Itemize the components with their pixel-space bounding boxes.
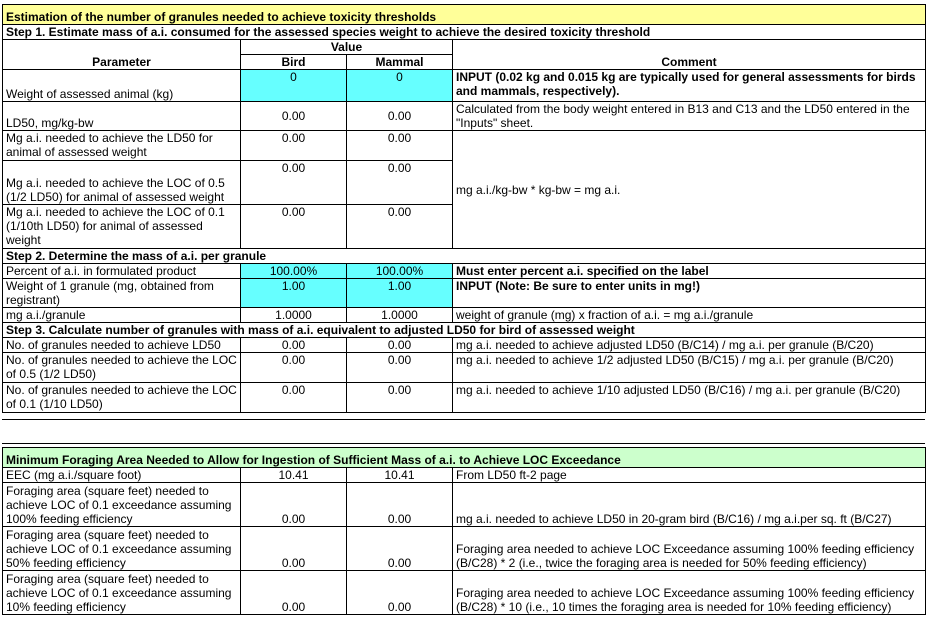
mammal-input-cell[interactable]: 0 bbox=[347, 70, 453, 102]
merged-comment-cell[interactable]: mg a.i./kg-bw * kg-bw = mg a.i. bbox=[453, 131, 926, 249]
step2-heading[interactable]: Step 2. Determine the mass of a.i. per granule bbox=[3, 249, 926, 264]
table-row bbox=[3, 308, 926, 323]
mammal-cell[interactable]: 0.00 bbox=[347, 161, 453, 205]
section-title-granules[interactable]: Estimation of the number of granules needed to achieve toxicity thresholds bbox=[3, 5, 926, 25]
bird-cell[interactable]: 0.00 bbox=[241, 161, 347, 205]
param-cell[interactable]: Mg a.i. needed to achieve the LOC of 0.1 (1/10th LD50) for animal of assessed weight bbox=[3, 205, 241, 249]
mammal-cell[interactable]: 0.00 bbox=[347, 338, 453, 353]
table-row bbox=[3, 483, 926, 527]
param-cell[interactable]: No. of granules needed to achieve the LOC of 0.1 (1/10 LD50) bbox=[3, 383, 241, 413]
bird-cell[interactable]: 1.0000 bbox=[241, 308, 347, 323]
table-row bbox=[3, 264, 926, 279]
mammal-cell[interactable]: 0.00 bbox=[347, 483, 453, 527]
comment-cell[interactable]: From LD50 ft-2 page bbox=[453, 468, 926, 483]
comment-cell[interactable]: INPUT (0.02 kg and 0.015 kg are typically used for general assessments for birds and mammals, respectively). bbox=[453, 70, 926, 102]
mammal-cell[interactable]: 0.00 bbox=[347, 102, 453, 131]
comment-cell[interactable]: INPUT (Note: Be sure to enter units in mg!) bbox=[453, 279, 926, 308]
bird-cell[interactable]: 0.00 bbox=[241, 131, 347, 161]
comment-cell[interactable]: weight of granule (mg) x fraction of a.i. = mg a.i./granule bbox=[453, 308, 926, 323]
comment-cell[interactable]: mg a.i. needed to achieve 1/2 adjusted LD50 (B/C15) / mg a.i. per granule (B/C20) bbox=[453, 353, 926, 383]
table-row bbox=[3, 70, 926, 102]
param-cell[interactable]: Foraging area (square feet) needed to achieve LOC of 0.1 exceedance assuming 100% feeding efficiency bbox=[3, 483, 241, 527]
param-cell[interactable]: Weight of assessed animal (kg) bbox=[3, 70, 241, 102]
bird-cell[interactable]: 10.41 bbox=[241, 468, 347, 483]
table-row bbox=[3, 383, 926, 413]
param-cell[interactable]: Mg a.i. needed to achieve the LOC of 0.5 (1/2 LD50) for animal of assessed weight bbox=[3, 161, 241, 205]
section-title-foraging[interactable]: Minimum Foraging Area Needed to Allow for Ingestion of Sufficient Mass of a.i. to Achieve LOC Exceedance bbox=[3, 448, 926, 468]
comment-cell[interactable]: Foraging area needed to achieve LOC Exceedance assuming 100% feeding efficiency (B/C28) * 2 (i.e., twice the foraging area is needed for 50% feeding efficiency) bbox=[453, 527, 926, 571]
param-cell[interactable]: Mg a.i. needed to achieve the LD50 for animal of assessed weight bbox=[3, 131, 241, 161]
header-comment[interactable]: Comment bbox=[453, 40, 926, 70]
bird-cell[interactable]: 0.00 bbox=[241, 338, 347, 353]
comment-cell[interactable]: Calculated from the body weight entered in B13 and C13 and the LD50 entered in the "Inputs" sheet. bbox=[453, 102, 926, 131]
param-cell[interactable]: mg a.i./granule bbox=[3, 308, 241, 323]
table-row bbox=[3, 527, 926, 571]
bird-cell[interactable]: 0.00 bbox=[241, 527, 347, 571]
param-cell[interactable]: EEC (mg a.i./square foot) bbox=[3, 468, 241, 483]
param-cell[interactable]: Foraging area (square feet) needed to achieve LOC of 0.1 exceedance assuming 10% feeding efficiency bbox=[3, 571, 241, 615]
comment-cell[interactable]: Must enter percent a.i. specified on the label bbox=[453, 264, 926, 279]
header-parameter[interactable]: Parameter bbox=[3, 40, 241, 70]
header-mammal[interactable]: Mammal bbox=[347, 55, 453, 70]
param-cell[interactable]: No. of granules needed to achieve the LOC of 0.5 (1/2 LD50) bbox=[3, 353, 241, 383]
comment-cell[interactable]: mg a.i. needed to achieve 1/10 adjusted LD50 (B/C16) / mg a.i. per granule (B/C20) bbox=[453, 383, 926, 413]
table-row bbox=[3, 279, 926, 308]
mammal-input-cell[interactable]: 1.00 bbox=[347, 279, 453, 308]
mammal-cell[interactable]: 0.00 bbox=[347, 131, 453, 161]
bird-cell[interactable]: 0.00 bbox=[241, 483, 347, 527]
bird-cell[interactable]: 0.00 bbox=[241, 571, 347, 615]
bird-input-cell[interactable]: 0 bbox=[241, 70, 347, 102]
mammal-cell[interactable]: 0.00 bbox=[347, 353, 453, 383]
step1-heading[interactable]: Step 1. Estimate mass of a.i. consumed for the assessed species weight to achieve the desired toxicity threshold bbox=[3, 25, 926, 40]
param-cell[interactable]: No. of granules needed to achieve LD50 bbox=[3, 338, 241, 353]
spreadsheet bbox=[2, 4, 925, 615]
bird-cell[interactable]: 0.00 bbox=[241, 383, 347, 413]
table-row bbox=[3, 571, 926, 615]
param-cell[interactable]: LD50, mg/kg-bw bbox=[3, 102, 241, 131]
comment-cell[interactable]: mg a.i. needed to achieve LD50 in 20-gram bird (B/C16) / mg a.i.per sq. ft (B/C27) bbox=[453, 483, 926, 527]
foraging-area-table bbox=[2, 447, 926, 615]
divider bbox=[2, 419, 925, 420]
mammal-cell[interactable]: 0.00 bbox=[347, 571, 453, 615]
header-bird[interactable]: Bird bbox=[241, 55, 347, 70]
table-row bbox=[3, 353, 926, 383]
mammal-cell[interactable]: 1.0000 bbox=[347, 308, 453, 323]
bird-input-cell[interactable]: 1.00 bbox=[241, 279, 347, 308]
divider bbox=[2, 443, 925, 444]
mammal-cell[interactable]: 0.00 bbox=[347, 205, 453, 249]
param-cell[interactable]: Weight of 1 granule (mg, obtained from registrant) bbox=[3, 279, 241, 308]
comment-cell[interactable]: Foraging area needed to achieve LOC Exceedance assuming 100% feeding efficiency (B/C28) * 10 (i.e., 10 times the foraging area is needed for 10% feeding efficiency) bbox=[453, 571, 926, 615]
mammal-cell[interactable]: 0.00 bbox=[347, 383, 453, 413]
table-row bbox=[3, 102, 926, 131]
mammal-cell[interactable]: 10.41 bbox=[347, 468, 453, 483]
bird-cell[interactable]: 0.00 bbox=[241, 205, 347, 249]
bird-input-cell[interactable]: 100.00% bbox=[241, 264, 347, 279]
header-value[interactable]: Value bbox=[241, 40, 453, 55]
bird-cell[interactable]: 0.00 bbox=[241, 102, 347, 131]
param-cell[interactable]: Foraging area (square feet) needed to achieve LOC of 0.1 exceedance assuming 50% feeding efficiency bbox=[3, 527, 241, 571]
table-row bbox=[3, 131, 926, 161]
table-row bbox=[3, 338, 926, 353]
table-row bbox=[3, 468, 926, 483]
mammal-cell[interactable]: 0.00 bbox=[347, 527, 453, 571]
step3-heading[interactable]: Step 3. Calculate number of granules with mass of a.i. equivalent to adjusted LD50 for bird of assessed weight bbox=[3, 323, 926, 338]
bird-cell[interactable]: 0.00 bbox=[241, 353, 347, 383]
blank-rows-separator bbox=[2, 413, 925, 447]
mammal-input-cell[interactable]: 100.00% bbox=[347, 264, 453, 279]
granules-table bbox=[2, 4, 926, 413]
comment-cell[interactable]: mg a.i. needed to achieve adjusted LD50 (B/C14) / mg a.i. per granule (B/C20) bbox=[453, 338, 926, 353]
param-cell[interactable]: Percent of a.i. in formulated product bbox=[3, 264, 241, 279]
